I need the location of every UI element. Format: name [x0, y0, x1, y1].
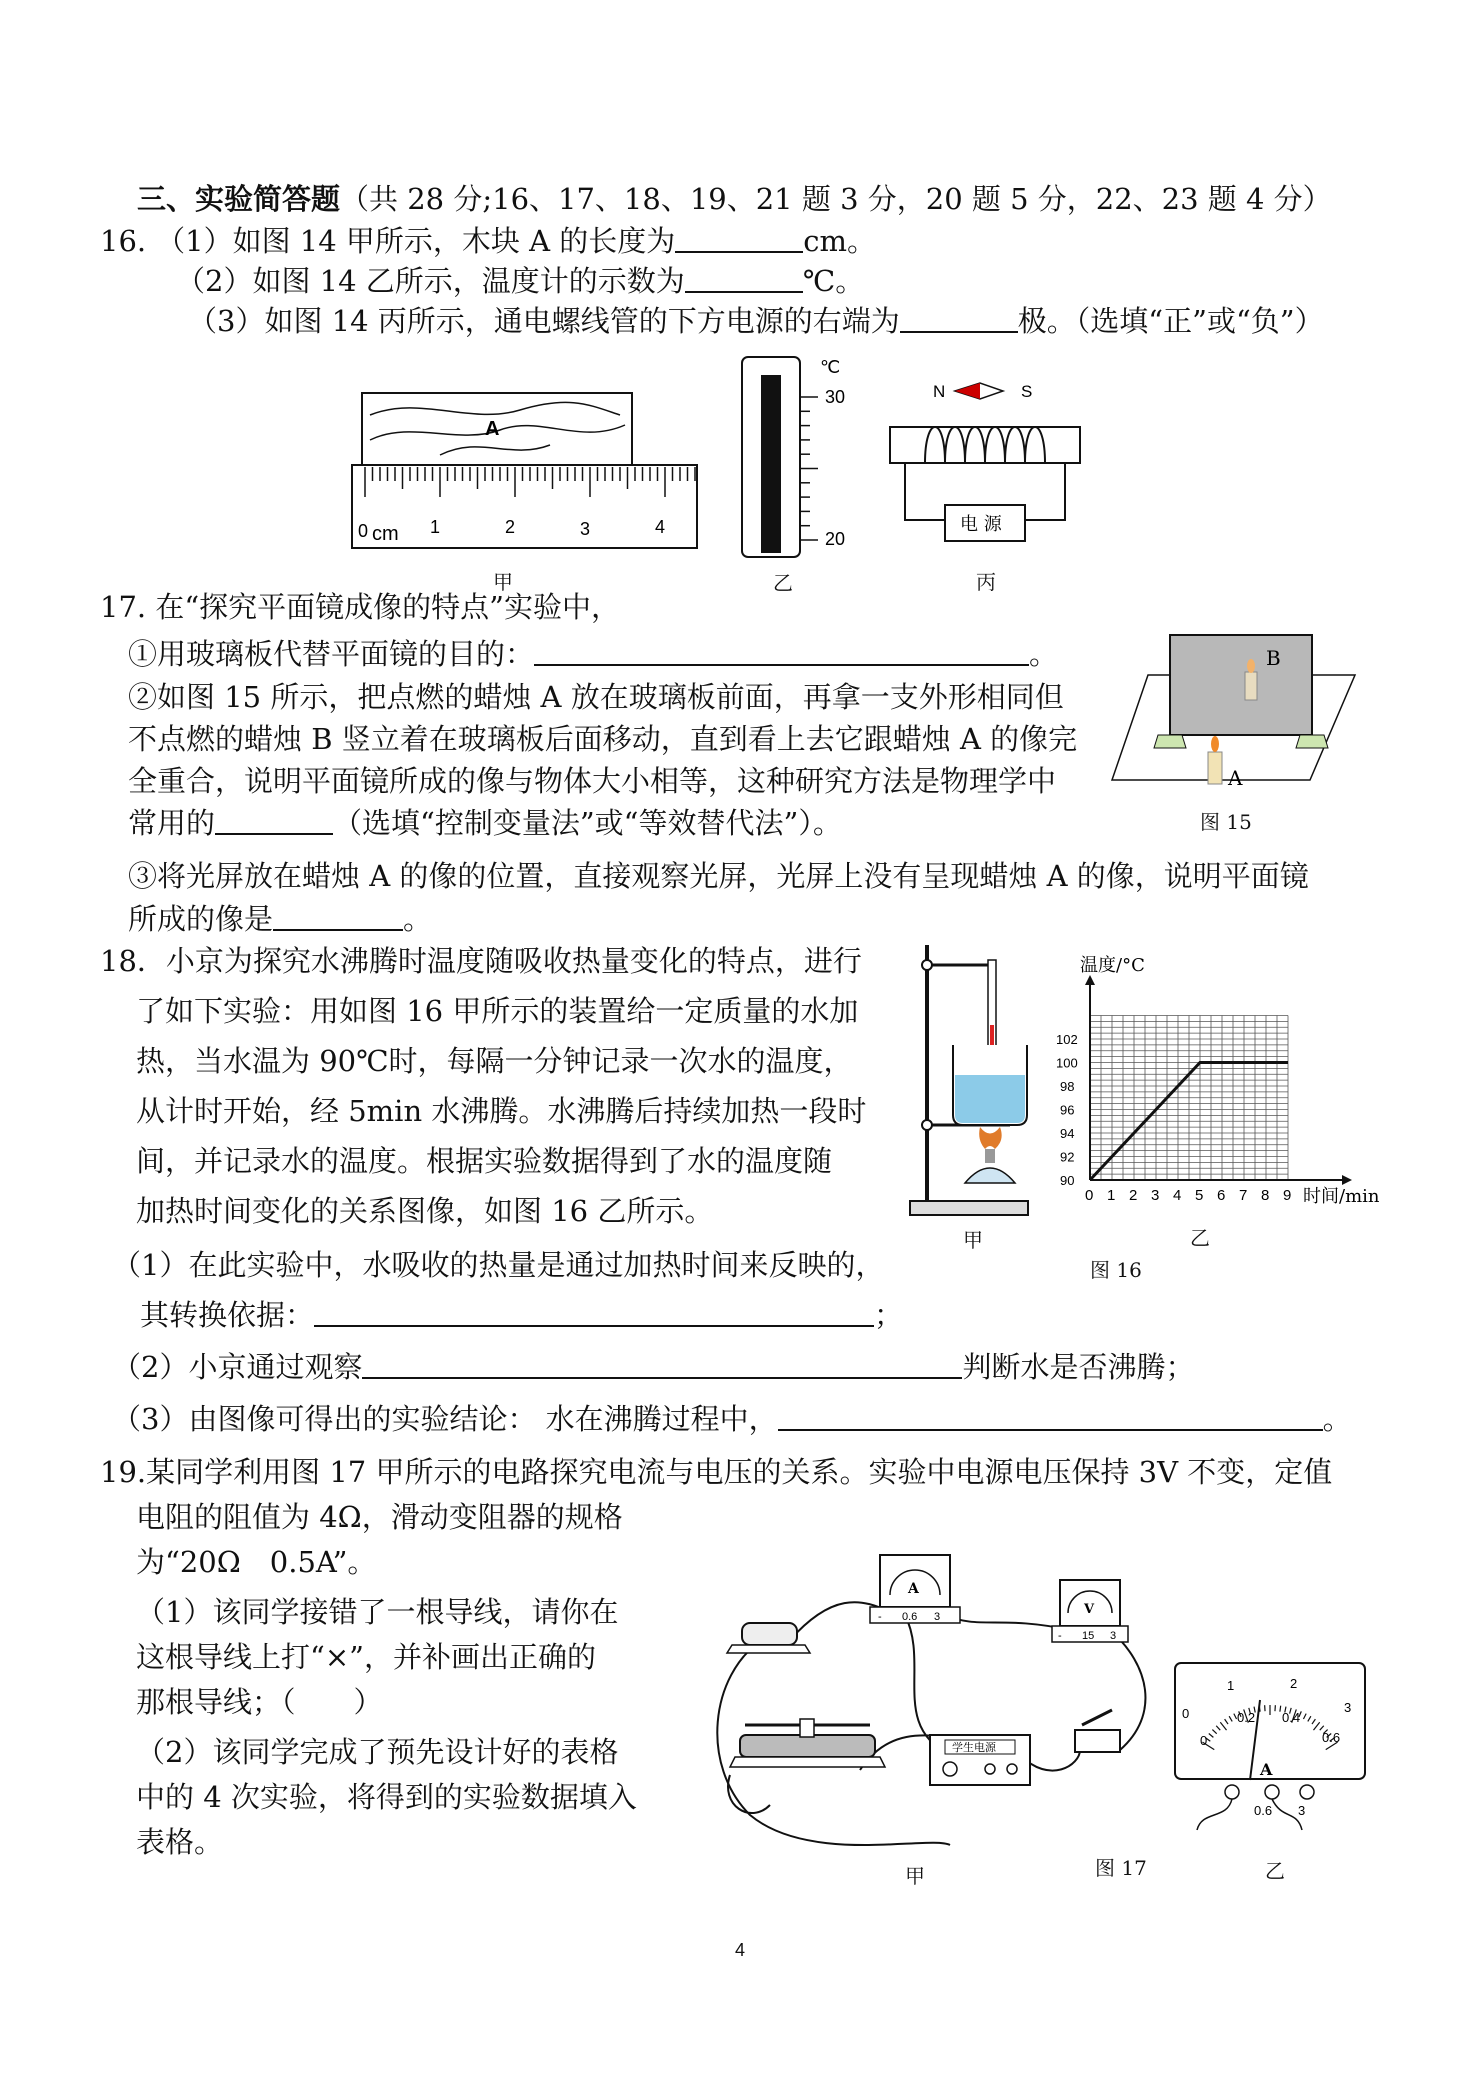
q18-line2: 了如下实验：用如图 16 甲所示的装置给一定质量的水加 — [136, 994, 859, 1028]
q19-line8: 中的 4 次实验，将得到的实验数据填入 — [136, 1780, 637, 1814]
svg-text:cm: cm — [372, 523, 399, 545]
answer-blank[interactable] — [675, 225, 803, 253]
svg-text:3: 3 — [1110, 1630, 1117, 1642]
chart-ylabel: 温度/°C — [1080, 955, 1145, 976]
svg-text:V: V — [1084, 1602, 1095, 1617]
y-tick-label: 100 — [1056, 1055, 1078, 1071]
q18-line1: 18．小京为探究水沸腾时温度随吸收热量变化的特点，进行 — [100, 944, 862, 978]
block-label: A — [485, 418, 500, 440]
svg-text:B: B — [1266, 646, 1281, 670]
q17-line4: 不点燃的蜡烛 B 竖立着在玻璃板后面移动，直到看上去它跟蜡烛 A 的像完 — [128, 722, 1078, 756]
svg-text:3: 3 — [1298, 1803, 1306, 1818]
base-stand — [910, 1201, 1028, 1215]
x-tick-label: 1 — [1107, 1187, 1116, 1204]
q16-part2: （2）如图 14 乙所示，温度计的示数为 ℃。 — [176, 264, 865, 298]
circuit-figure — [690, 1535, 1150, 1855]
q19-line6: 那根导线；（ ） — [136, 1685, 383, 1719]
svg-text:3: 3 — [580, 519, 591, 539]
svg-text:30: 30 — [825, 387, 846, 407]
section-heading: 三、实验简答题（共 28 分;16、17、18、19、21 题 3 分，20 题 5 分，22、23 题 4 分） — [137, 182, 1332, 216]
svg-text:0: 0 — [358, 521, 369, 541]
svg-text:学生电源: 学生电源 — [952, 1741, 996, 1754]
q18-part1: （1）在此实验中，水吸收的热量是通过加热时间来反映的， — [112, 1248, 885, 1282]
svg-text:2: 2 — [1290, 1676, 1298, 1691]
q17-line6: 常用的 （选填“控制变量法”或“等效替代法”）。 — [128, 806, 842, 840]
q18-line6: 加热时间变化的关系图像，如图 16 乙所示。 — [136, 1194, 714, 1228]
mercury-column — [761, 375, 781, 553]
switch[interactable] — [1075, 1730, 1120, 1752]
q18-part3: （3）由图像可得出的实验结论： 水在沸腾过程中， 。 — [112, 1402, 1352, 1436]
page-number: 4 — [735, 1940, 746, 1960]
y-tick-label: 96 — [1060, 1102, 1075, 1118]
fixed-resistor — [742, 1623, 797, 1645]
q18-part2: （2）小京通过观察 判断水是否沸腾； — [112, 1350, 1195, 1384]
q19-line3: 为“20Ω 0.5A”。 — [136, 1545, 377, 1579]
q17-line7: ③将光屏放在蜡烛 A 的像的位置，直接观察光屏，光屏上没有呈现蜡烛 A 的像，说明平面镜 — [128, 859, 1309, 893]
mirror-figure — [1110, 630, 1360, 790]
svg-text:0: 0 — [1200, 1733, 1208, 1748]
answer-blank[interactable] — [314, 1299, 874, 1327]
thermometer-figure — [735, 355, 855, 565]
svg-text:3: 3 — [1344, 1700, 1352, 1715]
svg-text:0.6: 0.6 — [902, 1611, 918, 1623]
q16-part1: 16. （1）如图 14 甲所示，木块 A 的长度为 cm。 — [100, 224, 877, 258]
rheostat — [740, 1735, 875, 1757]
rheostat-slider[interactable] — [800, 1719, 814, 1737]
svg-text:4: 4 — [655, 517, 666, 537]
x-tick-label: 2 — [1129, 1187, 1138, 1204]
fig17-yi-caption: 乙 — [1265, 1859, 1285, 1883]
ruler-figure — [350, 385, 700, 555]
chart-xlabel: 时间/min — [1303, 1186, 1380, 1207]
y-tick-label: 94 — [1060, 1126, 1075, 1141]
y-tick-label: 92 — [1060, 1149, 1075, 1165]
svg-text:A: A — [1228, 766, 1243, 790]
q18-line5: 间，并记录水的温度。根据实验数据得到了水的温度随 — [136, 1144, 833, 1178]
glass-plate — [1170, 635, 1312, 735]
x-tick-label: 8 — [1261, 1187, 1270, 1204]
svg-text:A: A — [1260, 1760, 1273, 1779]
fig14-bing-caption: 丙 — [976, 570, 996, 594]
fig16-caption: 图 16 — [1090, 1258, 1142, 1282]
x-tick-label: 6 — [1217, 1187, 1226, 1204]
q17-line2: ①用玻璃板代替平面镜的目的： 。 — [128, 637, 1059, 671]
dial-tick — [1280, 1706, 1281, 1712]
svg-text:20: 20 — [825, 529, 846, 549]
q17-stem: 17. 在“探究平面镜成像的特点”实验中， — [100, 590, 620, 624]
svg-text:1: 1 — [1227, 1678, 1235, 1693]
y-tick-label: 102 — [1056, 1032, 1078, 1047]
candle-b — [1245, 672, 1257, 700]
ruler — [352, 465, 697, 548]
answer-blank[interactable] — [778, 1403, 1323, 1431]
svg-text:15: 15 — [1082, 1630, 1095, 1642]
q19-line9: 表格。 — [136, 1825, 224, 1859]
candle-a — [1208, 752, 1222, 784]
boiling-chart — [1045, 955, 1405, 1225]
svg-text:-: - — [878, 1611, 882, 1623]
fig14-jia-caption: 甲 — [493, 570, 513, 594]
fig16-yi-caption: 乙 — [1190, 1226, 1210, 1250]
q18-part1-answer: 其转换依据： ； — [140, 1298, 904, 1332]
x-axis-arrow — [1342, 1175, 1352, 1185]
svg-text:-: - — [1058, 1630, 1062, 1642]
svg-text:N: N — [933, 382, 946, 401]
y-tick-label: 98 — [1060, 1079, 1075, 1094]
svg-text:S: S — [1021, 382, 1033, 401]
q19-line2: 电阻的阻值为 4Ω，滑动变阻器的规格 — [136, 1500, 623, 1534]
q18-line4: 从计时开始，经 5min 水沸腾。水沸腾后持续加热一段时 — [136, 1094, 867, 1128]
fig17-jia-caption: 甲 — [905, 1864, 925, 1888]
svg-text:℃: ℃ — [820, 357, 841, 377]
svg-text:0.6: 0.6 — [1322, 1730, 1341, 1745]
svg-text:0.2: 0.2 — [1237, 1710, 1256, 1725]
answer-blank[interactable] — [900, 305, 1018, 333]
alcohol-lamp — [965, 1168, 1015, 1183]
svg-text:0.4: 0.4 — [1282, 1710, 1301, 1725]
heating-apparatus-figure — [905, 935, 1035, 1220]
fig15-caption: 图 15 — [1200, 810, 1252, 834]
x-tick-label: 4 — [1173, 1187, 1182, 1204]
solenoid-figure — [885, 375, 1090, 555]
q17-line8: 所成的像是 。 — [128, 902, 433, 936]
svg-text:2: 2 — [505, 517, 516, 537]
answer-blank[interactable] — [685, 265, 803, 293]
svg-text:电 源: 电 源 — [960, 514, 1002, 535]
q18-line3: 热，当水温为 90℃时，每隔一分钟记录一次水的温度， — [136, 1044, 853, 1078]
svg-text:0: 0 — [1182, 1706, 1190, 1721]
answer-blank[interactable] — [273, 903, 403, 931]
svg-text:1: 1 — [430, 517, 441, 537]
answer-blank[interactable] — [362, 1351, 962, 1379]
q16-part3: （3）如图 14 丙所示，通电螺线管的下方电源的右端为 极。（选填“正”或“负”） — [188, 304, 1324, 338]
fig14-yi-caption: 乙 — [773, 571, 793, 595]
water — [955, 1075, 1025, 1123]
svg-text:A: A — [908, 1581, 919, 1597]
q19-line5: 这根导线上打“×”，并补画出正确的 — [136, 1640, 596, 1674]
q19-line1: 19.某同学利用图 17 甲所示的电路探究电流与电压的关系。实验中电源电压保持 3V 不变，定值 — [100, 1455, 1333, 1489]
answer-blank[interactable] — [534, 638, 1029, 666]
x-tick-label: 3 — [1151, 1187, 1160, 1204]
svg-text:3: 3 — [934, 1611, 941, 1623]
x-tick-label: 5 — [1195, 1187, 1204, 1204]
answer-blank[interactable] — [215, 807, 333, 835]
q19-line7: （2）该同学完成了预先设计好的表格 — [136, 1735, 619, 1769]
q17-line3: ②如图 15 所示，把点燃的蜡烛 A 放在玻璃板前面，再拿一支外形相同但 — [128, 680, 1064, 714]
y-axis-arrow — [1085, 975, 1095, 985]
x-tick-label: 0 — [1085, 1187, 1094, 1204]
ammeter-dial-figure — [1172, 1660, 1372, 1835]
q19-line4: （1）该同学接错了一根导线，请你在 — [136, 1595, 619, 1629]
fig16-jia-caption: 甲 — [963, 1228, 983, 1252]
x-tick-label: 9 — [1283, 1187, 1292, 1204]
y-tick-label: 90 — [1060, 1173, 1075, 1188]
q17-line5: 全重合，说明平面镜所成的像与物体大小相等，这种研究方法是物理学中 — [128, 764, 1057, 798]
svg-text:0.6: 0.6 — [1254, 1803, 1273, 1818]
fig17-caption: 图 17 — [1095, 1856, 1147, 1880]
x-tick-label: 7 — [1239, 1187, 1248, 1204]
